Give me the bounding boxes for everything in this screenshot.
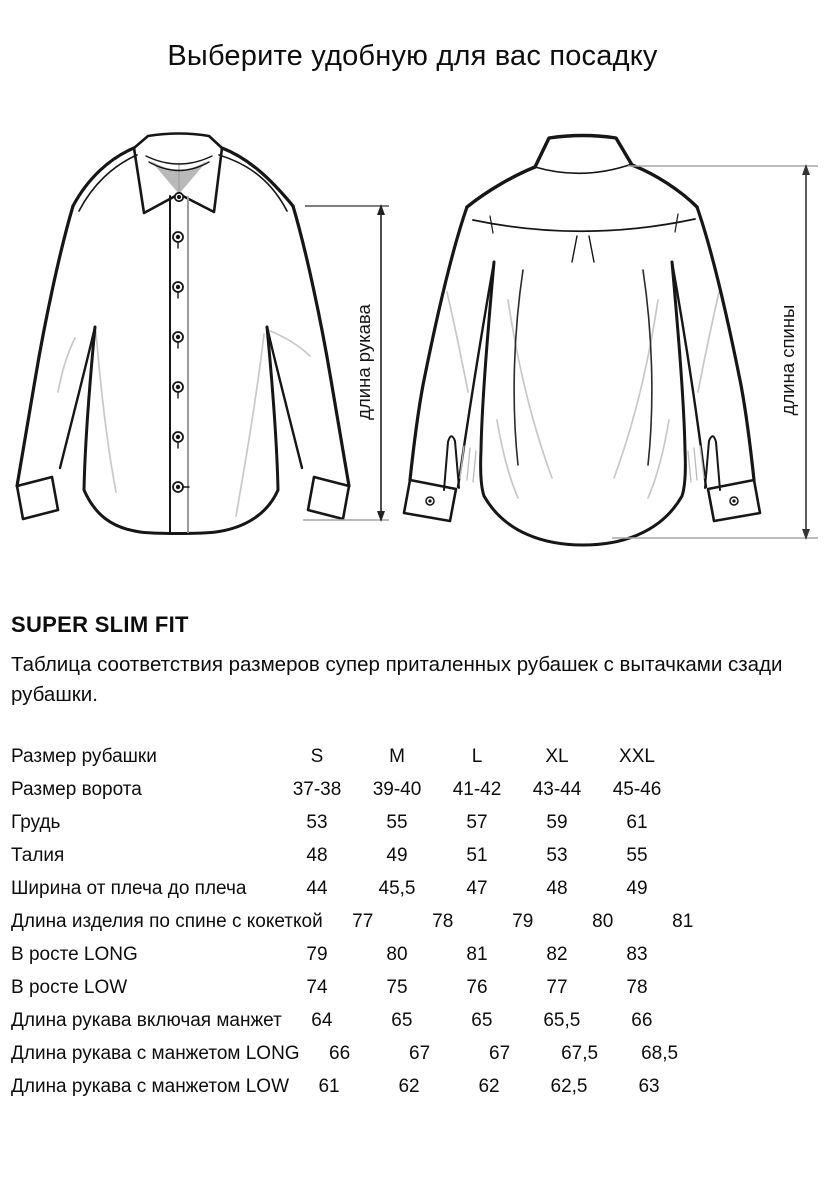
table-cell: 67,5 bbox=[561, 1042, 599, 1064]
table-cell: 65,5 bbox=[543, 1009, 581, 1031]
table-cell: 49 bbox=[386, 844, 408, 866]
table-row bbox=[11, 1070, 691, 1103]
table-row bbox=[11, 872, 691, 905]
back-left-cuff-placket bbox=[444, 436, 459, 490]
table-cell: 81 bbox=[466, 943, 488, 965]
row-label: Длина изделия по спине с кокеткой bbox=[11, 910, 323, 932]
back-collar bbox=[535, 136, 632, 168]
table-cell: 83 bbox=[626, 943, 648, 965]
table-cell: 66 bbox=[329, 1042, 351, 1064]
shirt-front-drawing bbox=[17, 134, 349, 534]
row-label: Длина рукава включая манжет bbox=[11, 1009, 282, 1031]
table-cell: 76 bbox=[466, 976, 488, 998]
table-cell: 61 bbox=[318, 1075, 340, 1097]
table-row bbox=[11, 1004, 691, 1037]
table-row bbox=[11, 806, 691, 839]
table-cell: 81 bbox=[672, 910, 694, 932]
fit-heading: SUPER SLIM FIT bbox=[11, 612, 189, 637]
fit-description: Таблица соответствия размеров супер приталенных рубашек с вытачками сзади рубашки. bbox=[11, 653, 783, 706]
table-cell: 77 bbox=[546, 976, 568, 998]
row-label: Талия bbox=[11, 844, 65, 866]
table-cell: 62 bbox=[398, 1075, 420, 1097]
row-label: Длина рукава с манжетом LOW bbox=[11, 1075, 290, 1097]
table-cell: 67 bbox=[409, 1042, 431, 1064]
table-cell: 45-46 bbox=[612, 778, 662, 800]
table-cell: 53 bbox=[306, 811, 328, 833]
table-cell: 64 bbox=[311, 1009, 333, 1031]
table-row bbox=[11, 839, 691, 872]
table-cell: 43-44 bbox=[532, 778, 582, 800]
row-label: В росте LOW bbox=[11, 976, 128, 998]
table-cell: 79 bbox=[306, 943, 328, 965]
table-cell: 57 bbox=[466, 811, 488, 833]
shirt-back-drawing bbox=[404, 136, 760, 546]
row-label: Размер ворота bbox=[11, 778, 142, 800]
table-cell: 82 bbox=[546, 943, 568, 965]
size-column-header: M bbox=[389, 745, 405, 767]
size-column-header: XL bbox=[545, 745, 569, 767]
size-column-header: XXL bbox=[619, 745, 655, 767]
table-cell: 53 bbox=[546, 844, 568, 866]
table-cell: 65 bbox=[391, 1009, 413, 1031]
front-right-cuff bbox=[308, 477, 349, 519]
front-left-cuff bbox=[17, 477, 58, 519]
table-cell: 51 bbox=[466, 844, 488, 866]
table-cell: 65 bbox=[471, 1009, 493, 1031]
front-fold-lines bbox=[58, 330, 310, 516]
table-row bbox=[11, 938, 691, 971]
size-column-header: S bbox=[310, 745, 324, 767]
table-cell: 47 bbox=[466, 877, 488, 899]
table-cell: 79 bbox=[512, 910, 534, 932]
back-yoke-seam bbox=[473, 219, 695, 231]
table-cell: 75 bbox=[386, 976, 408, 998]
table-cell: 61 bbox=[626, 811, 648, 833]
size-table-header-row bbox=[11, 740, 691, 773]
size-column-header: L bbox=[471, 745, 483, 767]
table-cell: 80 bbox=[386, 943, 408, 965]
row-label: Длина рукава с манжетом LONG bbox=[11, 1042, 300, 1064]
table-cell: 77 bbox=[352, 910, 374, 932]
table-cell: 37-38 bbox=[292, 778, 342, 800]
table-cell: 39-40 bbox=[372, 778, 422, 800]
sleeve-length-label: длина рукава bbox=[353, 304, 374, 420]
table-cell: 48 bbox=[306, 844, 328, 866]
page-title: Выберите удобную для вас посадку bbox=[167, 40, 658, 72]
table-cell: 78 bbox=[626, 976, 648, 998]
table-cell: 63 bbox=[638, 1075, 660, 1097]
row-label: Ширина от плеча до плеча bbox=[11, 877, 247, 899]
size-table bbox=[11, 740, 694, 1103]
table-row bbox=[11, 905, 694, 938]
table-cell: 41-42 bbox=[452, 778, 502, 800]
back-right-cuff-placket bbox=[705, 436, 720, 490]
back-length-label: длина спины bbox=[777, 304, 798, 416]
table-row bbox=[11, 773, 691, 806]
row-label: В росте LONG bbox=[11, 943, 138, 965]
table-cell: 78 bbox=[432, 910, 454, 932]
table-cell: 68,5 bbox=[641, 1042, 679, 1064]
table-cell: 59 bbox=[546, 811, 568, 833]
table-row bbox=[11, 1037, 691, 1070]
table-cell: 48 bbox=[546, 877, 568, 899]
front-buttons bbox=[173, 193, 189, 492]
table-cell: 45,5 bbox=[378, 877, 416, 899]
table-cell: 55 bbox=[626, 844, 648, 866]
table-cell: 67 bbox=[489, 1042, 511, 1064]
table-cell: 49 bbox=[626, 877, 648, 899]
table-row bbox=[11, 971, 691, 1004]
size-table-header-label: Размер рубашки bbox=[11, 745, 157, 767]
table-cell: 74 bbox=[306, 976, 328, 998]
table-cell: 44 bbox=[306, 877, 328, 899]
table-cell: 55 bbox=[386, 811, 408, 833]
table-cell: 66 bbox=[631, 1009, 653, 1031]
row-label: Грудь bbox=[11, 811, 61, 833]
back-length-dimension bbox=[612, 164, 818, 540]
table-cell: 62 bbox=[478, 1075, 500, 1097]
table-cell: 62,5 bbox=[550, 1075, 588, 1097]
table-cell: 80 bbox=[592, 910, 614, 932]
back-darts bbox=[514, 270, 652, 465]
